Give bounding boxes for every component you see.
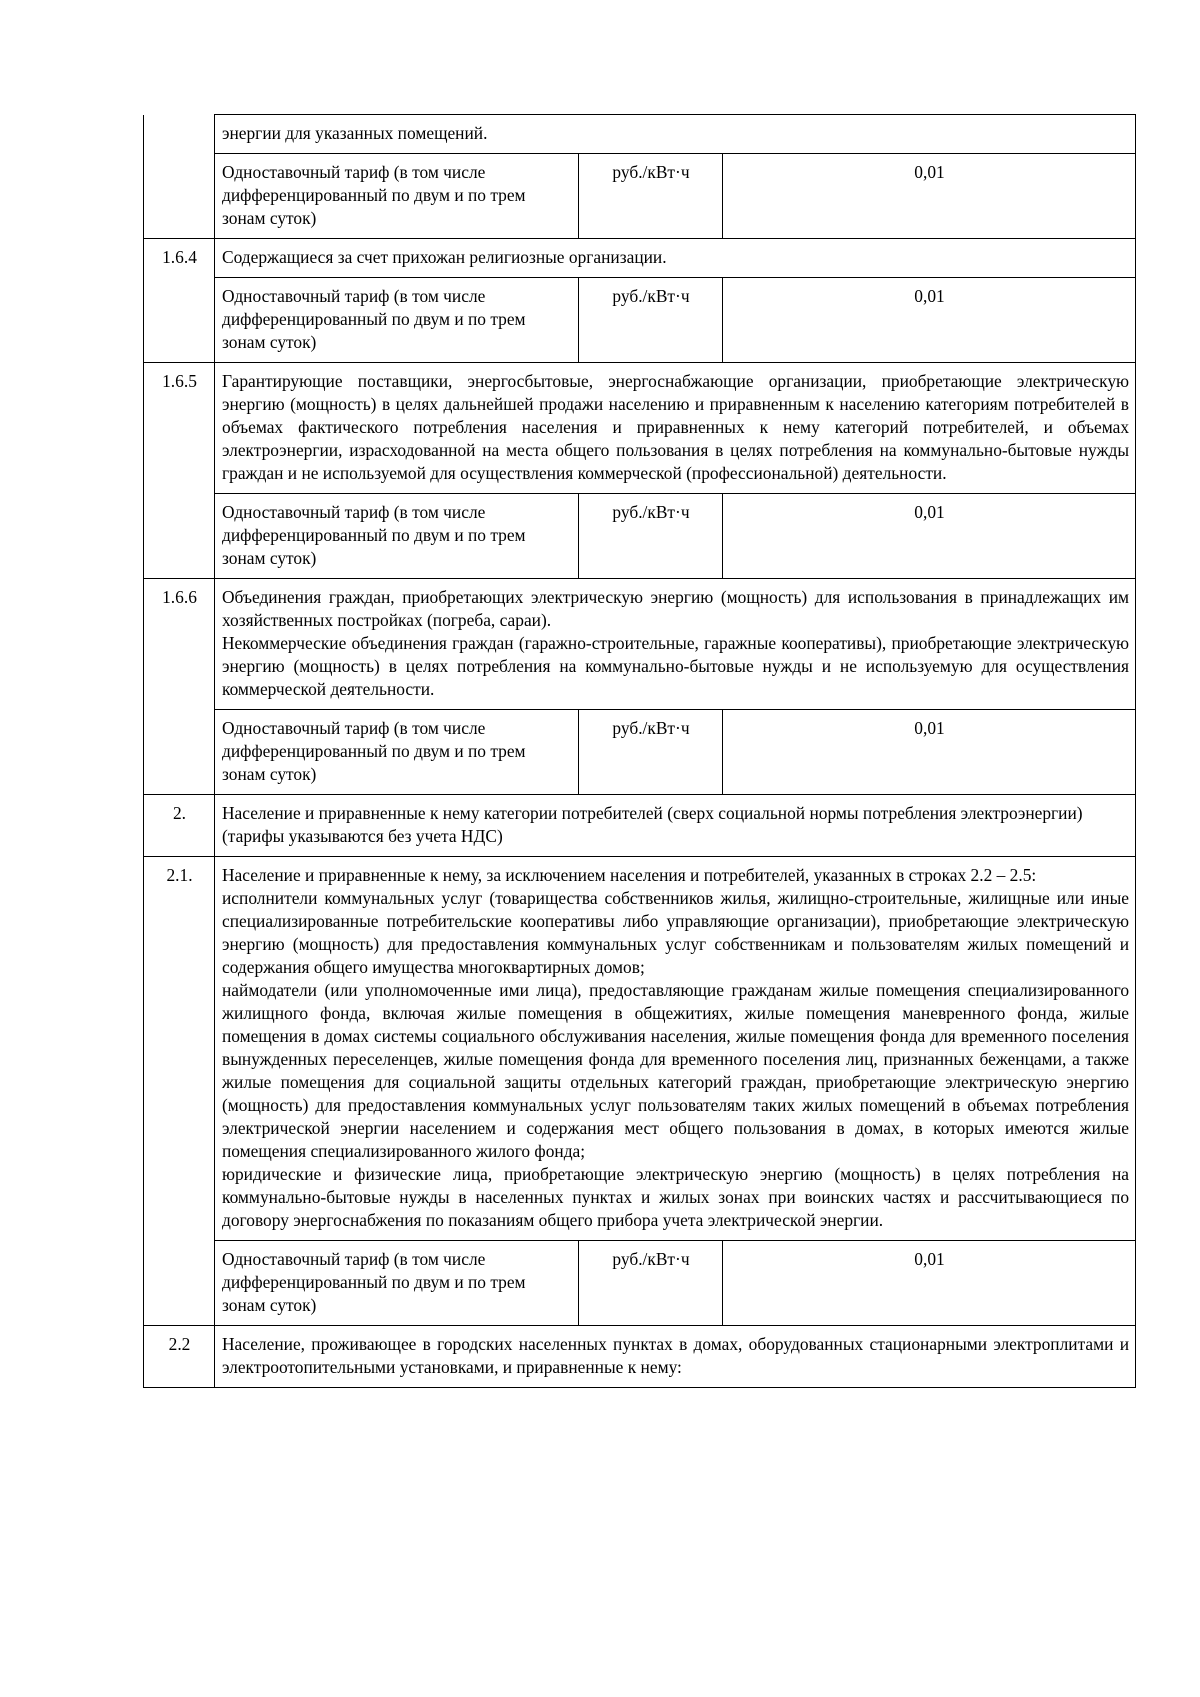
- unit-cell: руб./кВт·ч: [579, 1241, 723, 1326]
- row-number: 1.6.4: [144, 239, 215, 363]
- tariff-label: Одноставочный тариф (в том числе дифференцированный по двум и по трем зонам суток): [215, 154, 579, 239]
- table-row: [144, 1326, 1136, 1388]
- value-cell: 0,01: [723, 278, 1136, 363]
- row-number: 2.: [144, 795, 215, 857]
- row-description: Население и приравненные к нему, за исключением населения и потребителей, указанных в строках 2.2 – 2.5: исполнители коммунальных услуг (товарищества собственников жилья, жилищно-строительные, жилищные или иные специализированные потребительские кооперативы либо управляющие организации), приобретающие электрическую энергию (мощность) для предоставления коммунальных услуг собственникам и пользователям жилых помещений и содержания общего имущества многоквартирных домов; наймодатели (или уполномоченные ими лица), предоставляющие гражданам жилые помещения специализированного жилищного фонда, включая жилые помещения в общежитиях, жилые помещения маневренного фонда, жилые помещения в домах системы социального обслуживания населения, жилые помещения фонда для временного поселения вынужденных переселенцев, жилые помещения фонда для временного поселения лиц, признанных беженцами, а также жилые помещения для социальной защиты отдельных категорий граждан, приобретающие электрическую энергию (мощность) для предоставления коммунальных услуг пользователям таких жилых помещений в объемах потребления электрической энергии населением и содержания мест общего пользования в домах, в которых имеются жилые помещения специализированного жилого фонда; юридические и физические лица, приобретающие электрическую энергию (мощность) в целях потребления на коммунально-бытовые нужды в населенных пунктах и жилых зонах при воинских частях и рассчитывающиеся по договору энергоснабжения по показаниям общего прибора учета электрической энергии.: [215, 857, 1136, 1241]
- table-row: [144, 115, 1136, 154]
- table-row: [144, 795, 1136, 857]
- row-description: Объединения граждан, приобретающих электрическую энергию (мощность) для использования в принадлежащих им хозяйственных постройках (погреба, сараи). Некоммерческие объединения граждан (гаражно-строительные, гаражные кооперативы), приобретающие электрическую энергию (мощность) в целях потребления на коммунально-бытовые нужды и не используемую для осуществления коммерческой деятельности.: [215, 579, 1136, 710]
- table-row: [144, 278, 1136, 363]
- table-row: [144, 494, 1136, 579]
- table-row: [144, 710, 1136, 795]
- tariff-label: Одноставочный тариф (в том числе дифференцированный по двум и по трем зонам суток): [215, 1241, 579, 1326]
- row-number-cell: [144, 115, 215, 239]
- table-row: [144, 154, 1136, 239]
- unit-cell: руб./кВт·ч: [579, 494, 723, 579]
- tariff-table: [143, 114, 1136, 1388]
- tariff-label: Одноставочный тариф (в том числе дифференцированный по двум и по трем зонам суток): [215, 710, 579, 795]
- table-row: [144, 239, 1136, 278]
- row-number: 2.2: [144, 1326, 215, 1388]
- row-number: 1.6.6: [144, 579, 215, 795]
- tariff-label: Одноставочный тариф (в том числе дифференцированный по двум и по трем зонам суток): [215, 494, 579, 579]
- value-cell: 0,01: [723, 154, 1136, 239]
- row-number: 1.6.5: [144, 363, 215, 579]
- row-description: Гарантирующие поставщики, энергосбытовые, энергоснабжающие организации, приобретающие электрическую энергию (мощность) в целях дальнейшей продажи населению и приравненным к населению категориям потребителей в объемах фактического потребления населения и приравненных к нему категорий потребителей, и объемах электроэнергии, израсходованной на места общего пользования в целях потребления на коммунально-бытовые нужды граждан и не используемой для осуществления коммерческой (профессиональной) деятельности.: [215, 363, 1136, 494]
- value-cell: 0,01: [723, 1241, 1136, 1326]
- row-description: Население и приравненные к нему категории потребителей (сверх социальной нормы потребления электроэнергии) (тарифы указываются без учета НДС): [215, 795, 1136, 857]
- table-row: [144, 857, 1136, 1241]
- unit-cell: руб./кВт·ч: [579, 278, 723, 363]
- table-row: [144, 363, 1136, 494]
- row-description: Содержащиеся за счет прихожан религиозные организации.: [215, 239, 1136, 278]
- table-row: [144, 579, 1136, 710]
- value-cell: 0,01: [723, 494, 1136, 579]
- table-row: [144, 1241, 1136, 1326]
- tariff-label: Одноставочный тариф (в том числе дифференцированный по двум и по трем зонам суток): [215, 278, 579, 363]
- row-description: Население, проживающее в городских населенных пунктах в домах, оборудованных стационарными электроплитами и электроотопительными установками, и приравненные к нему:: [215, 1326, 1136, 1388]
- row-description: энергии для указанных помещений.: [215, 115, 1136, 154]
- unit-cell: руб./кВт·ч: [579, 710, 723, 795]
- value-cell: 0,01: [723, 710, 1136, 795]
- unit-cell: руб./кВт·ч: [579, 154, 723, 239]
- row-number: 2.1.: [144, 857, 215, 1326]
